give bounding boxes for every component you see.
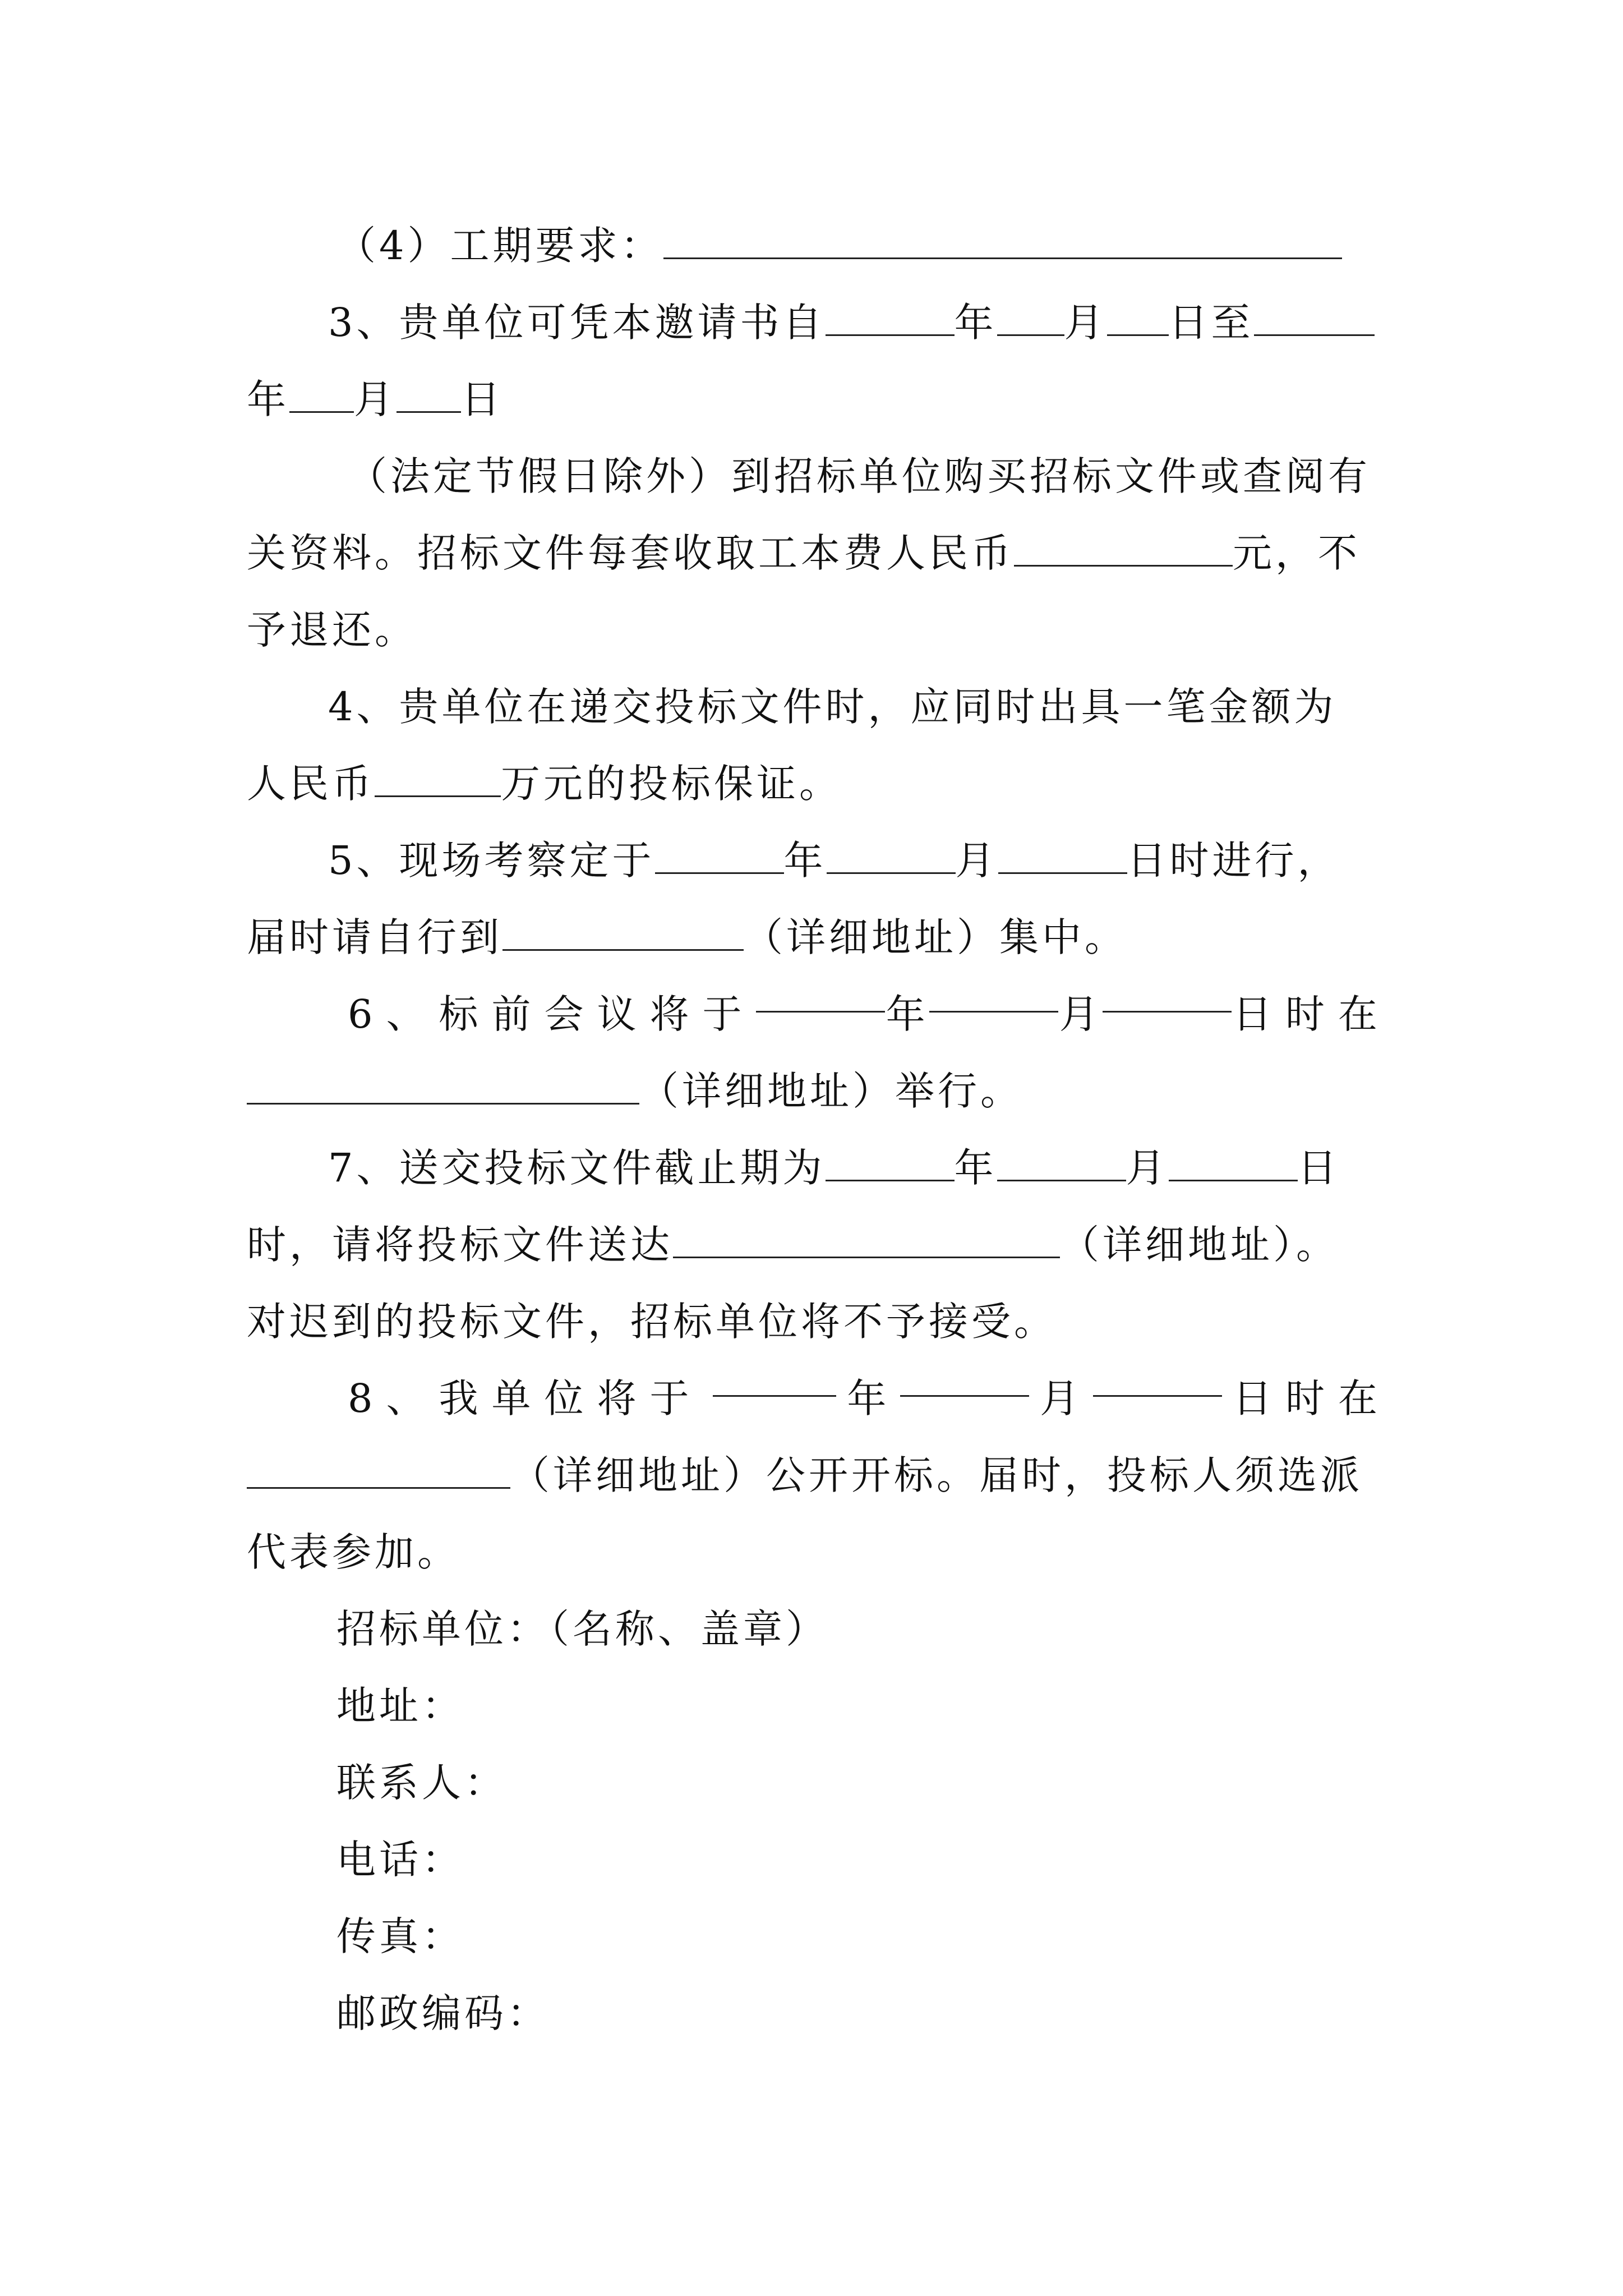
fax-line [247, 1898, 1391, 1975]
p3-end-day-blank[interactable] [396, 376, 461, 413]
p3-text-4: 关资料。招标文件每套收取工本费人民币 [247, 530, 1014, 576]
p3-line3 [247, 438, 1391, 515]
schedule-requirement-blank[interactable] [663, 223, 1342, 259]
opening-year-blank[interactable] [713, 1360, 836, 1397]
p3-text-3: （法定节假日除外）到招标单位购买招标文件或查阅有 [348, 453, 1371, 499]
p5-text-2b: （详细地址）集中。 [744, 914, 1127, 960]
tendering-unit-label: 招标单位：（名称、盖章） [336, 1606, 828, 1652]
p4-text: 4、贵单位在递交投标文件时，应同时出具一笔金额为 [328, 684, 1337, 730]
opening-address-blank[interactable] [247, 1452, 510, 1489]
p5-line2 [247, 899, 1391, 976]
p8-text-2: （详细地址）公开开标。届时，投标人须选派 [510, 1452, 1363, 1498]
p7-line1 [247, 1130, 1391, 1207]
address-label: 地址： [336, 1683, 464, 1729]
month-label: 月 [354, 376, 396, 422]
p3-start-year-blank[interactable] [826, 300, 955, 336]
address-line [247, 1668, 1391, 1745]
p7-text-2b: （详细地址）。 [1060, 1222, 1339, 1268]
p8-line2 [247, 1437, 1391, 1514]
p6-line1 [247, 976, 1391, 1053]
phone-line [247, 1821, 1391, 1898]
month-label: 月 [955, 838, 998, 884]
p6-text: 6、标前会议将于 [348, 991, 755, 1037]
tendering-unit-line [247, 1591, 1391, 1668]
site-visit-year-blank[interactable] [655, 838, 784, 874]
month-label: 月 [1040, 1375, 1083, 1421]
pre-bid-year-blank[interactable] [756, 976, 885, 1013]
p3-line1 [247, 284, 1391, 361]
p3-end-month-blank[interactable] [289, 376, 354, 413]
phone-label: 电话： [336, 1837, 464, 1883]
deadline-year-blank[interactable] [826, 1145, 955, 1181]
year-label: 年 [954, 300, 997, 346]
postcode-line [247, 1975, 1391, 2052]
contact-label: 联系人： [336, 1760, 507, 1806]
submission-address-blank[interactable] [673, 1222, 1060, 1258]
p3-text-4b: 元，不 [1233, 530, 1361, 576]
p5-text: 5、现场考察定于 [328, 838, 655, 884]
p3-text-5: 予退还。 [247, 607, 417, 653]
p4-line2 [247, 746, 1391, 822]
schedule-requirement-line [247, 208, 1391, 284]
p3-line5 [247, 592, 1391, 669]
p7-text-2a: 时，请将投标文件送达 [247, 1222, 673, 1268]
year-label: 年 [783, 838, 827, 884]
p8-text: 8、我单位将于 [348, 1375, 703, 1421]
year-label: 年 [954, 1145, 997, 1191]
month-label: 月 [1059, 991, 1102, 1037]
p8-line3 [247, 1514, 1391, 1591]
deadline-day-blank[interactable] [1169, 1145, 1298, 1181]
p3-line4 [247, 515, 1391, 592]
day-label: 日 [1297, 1145, 1340, 1191]
fax-label: 传真： [336, 1913, 464, 1959]
schedule-requirement-label: （4）工期要求： [336, 223, 663, 269]
p7-line2 [247, 1207, 1391, 1283]
pre-bid-address-blank[interactable] [247, 1068, 639, 1105]
contact-line [247, 1745, 1391, 1821]
document-body [247, 208, 1391, 2052]
p7-line3 [247, 1283, 1391, 1360]
pre-bid-month-blank[interactable] [929, 976, 1058, 1013]
p4-text-2b: 万元的投标保证。 [501, 761, 842, 807]
site-visit-address-blank[interactable] [502, 914, 744, 951]
p3-start-day-blank[interactable] [1107, 300, 1169, 336]
p5-line1 [247, 822, 1391, 899]
p6-line2 [247, 1053, 1391, 1130]
opening-day-blank[interactable] [1093, 1360, 1222, 1397]
p3-start-month-blank[interactable] [997, 300, 1064, 336]
opening-month-blank[interactable] [900, 1360, 1029, 1397]
p4-line1 [247, 669, 1391, 746]
site-visit-day-blank[interactable] [998, 838, 1127, 874]
month-label: 月 [1126, 1145, 1169, 1191]
p7-text-3: 对迟到的投标文件，招标单位将不予接受。 [247, 1299, 1057, 1345]
p3-end-year-blank[interactable] [1254, 300, 1375, 336]
p5-text-2a: 届时请自行到 [247, 914, 502, 960]
p8-text-3: 代表参加。 [247, 1529, 460, 1575]
p6-text-end: 日时在 [1232, 991, 1391, 1037]
year-label: 年 [886, 991, 929, 1037]
pre-bid-day-blank[interactable] [1103, 976, 1232, 1013]
site-visit-month-blank[interactable] [827, 838, 956, 874]
year-label: 年 [247, 376, 289, 422]
p4-text-2a: 人民币 [247, 761, 375, 807]
p8-text-end: 日时在 [1232, 1375, 1391, 1421]
p3-text: 3、贵单位可凭本邀请书自 [328, 300, 826, 346]
p7-text: 7、送交投标文件截止期为 [328, 1145, 826, 1191]
postcode-label: 邮政编码： [336, 1990, 550, 2036]
deadline-month-blank[interactable] [997, 1145, 1126, 1181]
fee-amount-blank[interactable] [1014, 530, 1233, 567]
day-to-label: 日至 [1168, 300, 1254, 346]
p8-line1 [247, 1360, 1391, 1437]
month-label: 月 [1064, 300, 1107, 346]
p6-text-2: （详细地址）举行。 [639, 1068, 1023, 1114]
p3-line2 [247, 361, 1391, 438]
p5-text-end: 日时进行， [1127, 838, 1340, 884]
bid-bond-blank[interactable] [375, 761, 501, 797]
year-label: 年 [847, 1375, 890, 1421]
day-label: 日 [461, 376, 504, 422]
